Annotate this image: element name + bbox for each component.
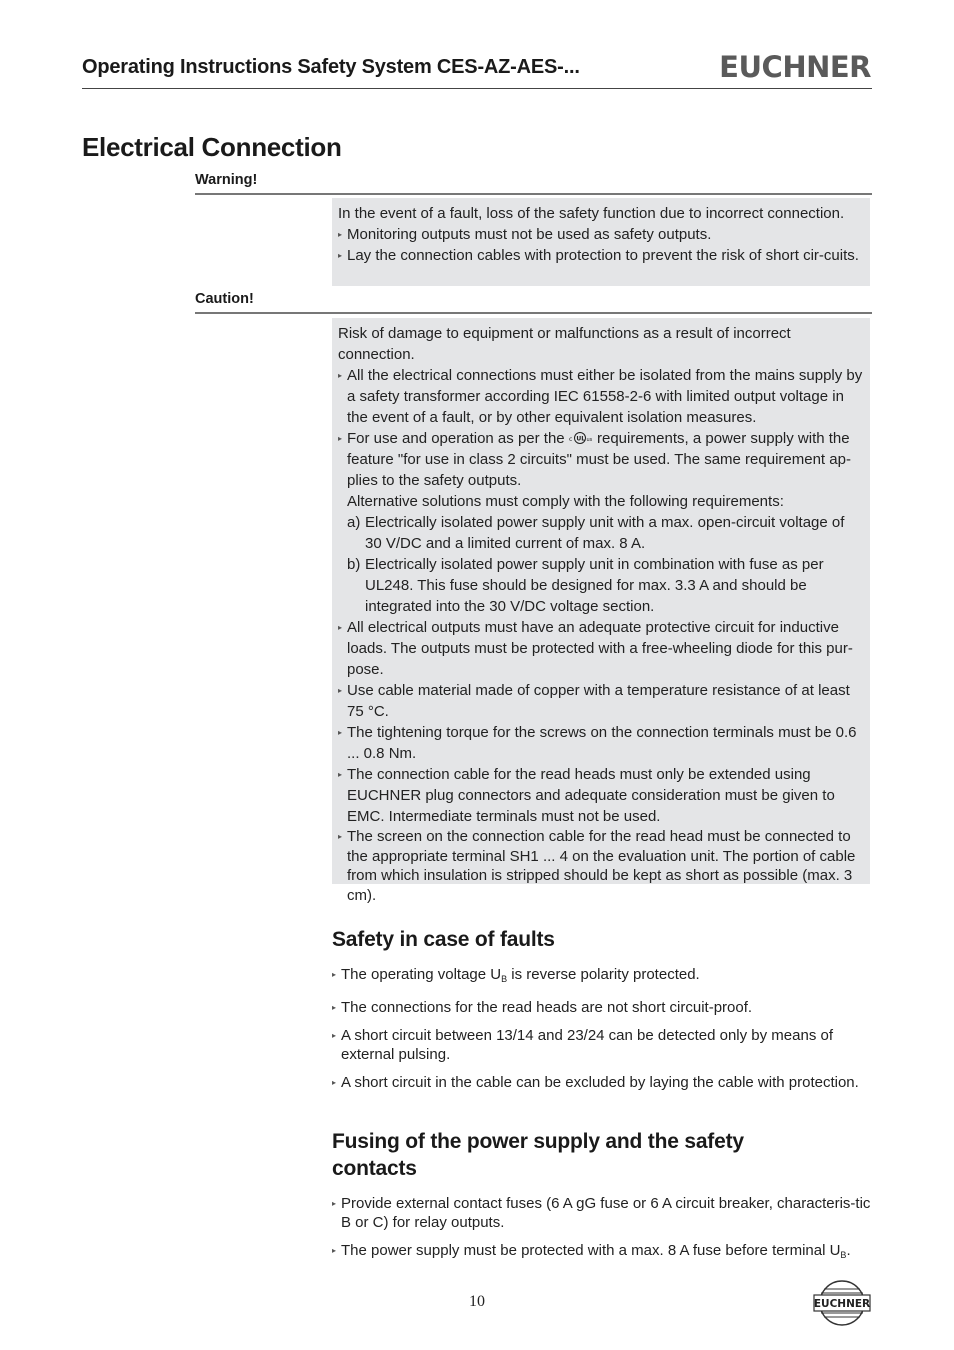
- caution-intro: Risk of damage to equipment or malfunctions as a result of incorrect connection.: [338, 325, 791, 363]
- caution-bullet: ▸ All electrical outputs must have an adequate protective circuit for inductive loads. The outputs must be protected with a free-wheeling diode for this pur-pose.: [338, 619, 853, 678]
- caution-bullet: ▸ For use and operation as per the c UL us requirements, a power supply with the feature "for use in class 2 circuits" must be used. The same requirement ap-plies to the safety outputs.: [338, 430, 851, 489]
- triangle-right-icon: ▸: [338, 371, 343, 380]
- warning-bullet: ▸ Lay the connection cables with protection to prevent the risk of short cir-cuits.: [338, 247, 859, 264]
- ul-listed-mark-icon: [569, 431, 593, 445]
- list-item: ▸ The connections for the read heads are not short circuit-proof.: [332, 999, 753, 1016]
- caution-bullet: ▸ The tightening torque for the screws on the connection terminals must be 0.6 ... 0.8 Nm.: [338, 724, 857, 762]
- triangle-right-icon: ▸: [332, 1003, 337, 1012]
- triangle-right-icon: ▸: [338, 230, 343, 239]
- caution-alt-intro: Alternative solutions must comply with the following requirements:: [347, 493, 784, 510]
- triangle-right-icon: ▸: [332, 1199, 337, 1208]
- triangle-right-icon: ▸: [338, 686, 343, 695]
- triangle-right-icon: ▸: [338, 832, 343, 841]
- caution-bullet: ▸ All the electrical connections must either be isolated from the mains supply by a safety transformer according IEC 61558-2-6 with limited output voltage in the event of a fault, or by other equivalent isolation measures.: [338, 367, 863, 426]
- triangle-right-icon: ▸: [332, 1031, 337, 1040]
- triangle-right-icon: ▸: [332, 1246, 337, 1255]
- faults-heading: Safety in case of faults: [332, 928, 555, 951]
- triangle-right-icon: ▸: [338, 251, 343, 260]
- list-item: ▸ The operating voltage $U_B$ is reverse polarity protected.: [332, 966, 700, 984]
- fusing-heading: Fusing of the power supply and the safety contacts: [332, 1130, 744, 1180]
- list-item: ▸ A short circuit between 13/14 and 23/24 can be detected only by means of external pulsing.: [332, 1027, 833, 1063]
- warning-bullet: ▸ Monitoring outputs must not be used as safety outputs.: [338, 226, 712, 243]
- fusing-list: [332, 1194, 872, 1274]
- page-title: Electrical Connection: [82, 132, 342, 162]
- triangle-right-icon: ▸: [338, 434, 343, 443]
- caution-sub-item: b) Electrically isolated power supply unit in combination with fuse as per UL248. This fuse should be designed for max. 3.3 A and should be integrated into the 30 V/DC voltage section.: [347, 556, 824, 615]
- caution-bullet: ▸ Use cable material made of copper with a temperature resistance of at least 75 °C.: [338, 682, 850, 720]
- svg-text:c: c: [568, 436, 573, 443]
- warning-divider: [195, 193, 872, 195]
- document-title: Operating Instructions Safety System CES-AZ-AES-...: [82, 56, 580, 78]
- triangle-right-icon: ▸: [332, 970, 337, 979]
- svg-text:EUCHNER: EUCHNER: [813, 1298, 871, 1310]
- header-divider: [82, 88, 872, 89]
- caution-label: Caution!: [195, 291, 254, 307]
- triangle-right-icon: ▸: [332, 1078, 337, 1087]
- caution-box: [332, 318, 870, 904]
- euchner-logo: EUCHNER: [719, 50, 871, 84]
- svg-text:us: us: [586, 437, 593, 443]
- caution-divider: [195, 312, 872, 314]
- euchner-seal-logo: [813, 1279, 871, 1327]
- warning-box: [332, 198, 870, 286]
- list-item: ▸ A short circuit in the cable can be excluded by laying the cable with protection.: [332, 1074, 859, 1091]
- list-item: ▸ The power supply must be protected with a max. 8 A fuse before terminal $U_B$.: [332, 1242, 851, 1260]
- svg-text:UL: UL: [576, 435, 585, 443]
- triangle-right-icon: ▸: [338, 623, 343, 632]
- page-number: 10: [469, 1293, 485, 1310]
- warning-label: Warning!: [195, 172, 258, 188]
- triangle-right-icon: ▸: [338, 728, 343, 737]
- list-item: ▸ Provide external contact fuses (6 A gG fuse or 6 A circuit breaker, characteris-tic B or C) for relay outputs.: [332, 1195, 871, 1231]
- warning-intro: In the event of a fault, loss of the safety function due to incorrect connection.: [338, 205, 845, 222]
- caution-bullet: ▸ The screen on the connection cable for the read head must be connected to the appropriate terminal SH1 ... 4 on the evaluation unit. The portion of cable from which insulation is stripped should be kept as short as possible (max. 3 cm).: [338, 828, 856, 904]
- faults-list: [332, 965, 872, 1101]
- triangle-right-icon: ▸: [338, 770, 343, 779]
- caution-sub-item: a) Electrically isolated power supply unit with a max. open-circuit voltage of 30 V/DC and a limited current of max. 8 A.: [347, 514, 845, 552]
- caution-bullet: ▸ The connection cable for the read heads must only be extended using EUCHNER plug connectors and adequate consideration must be given to EMC. Intermediate terminals must not be used.: [338, 766, 835, 825]
